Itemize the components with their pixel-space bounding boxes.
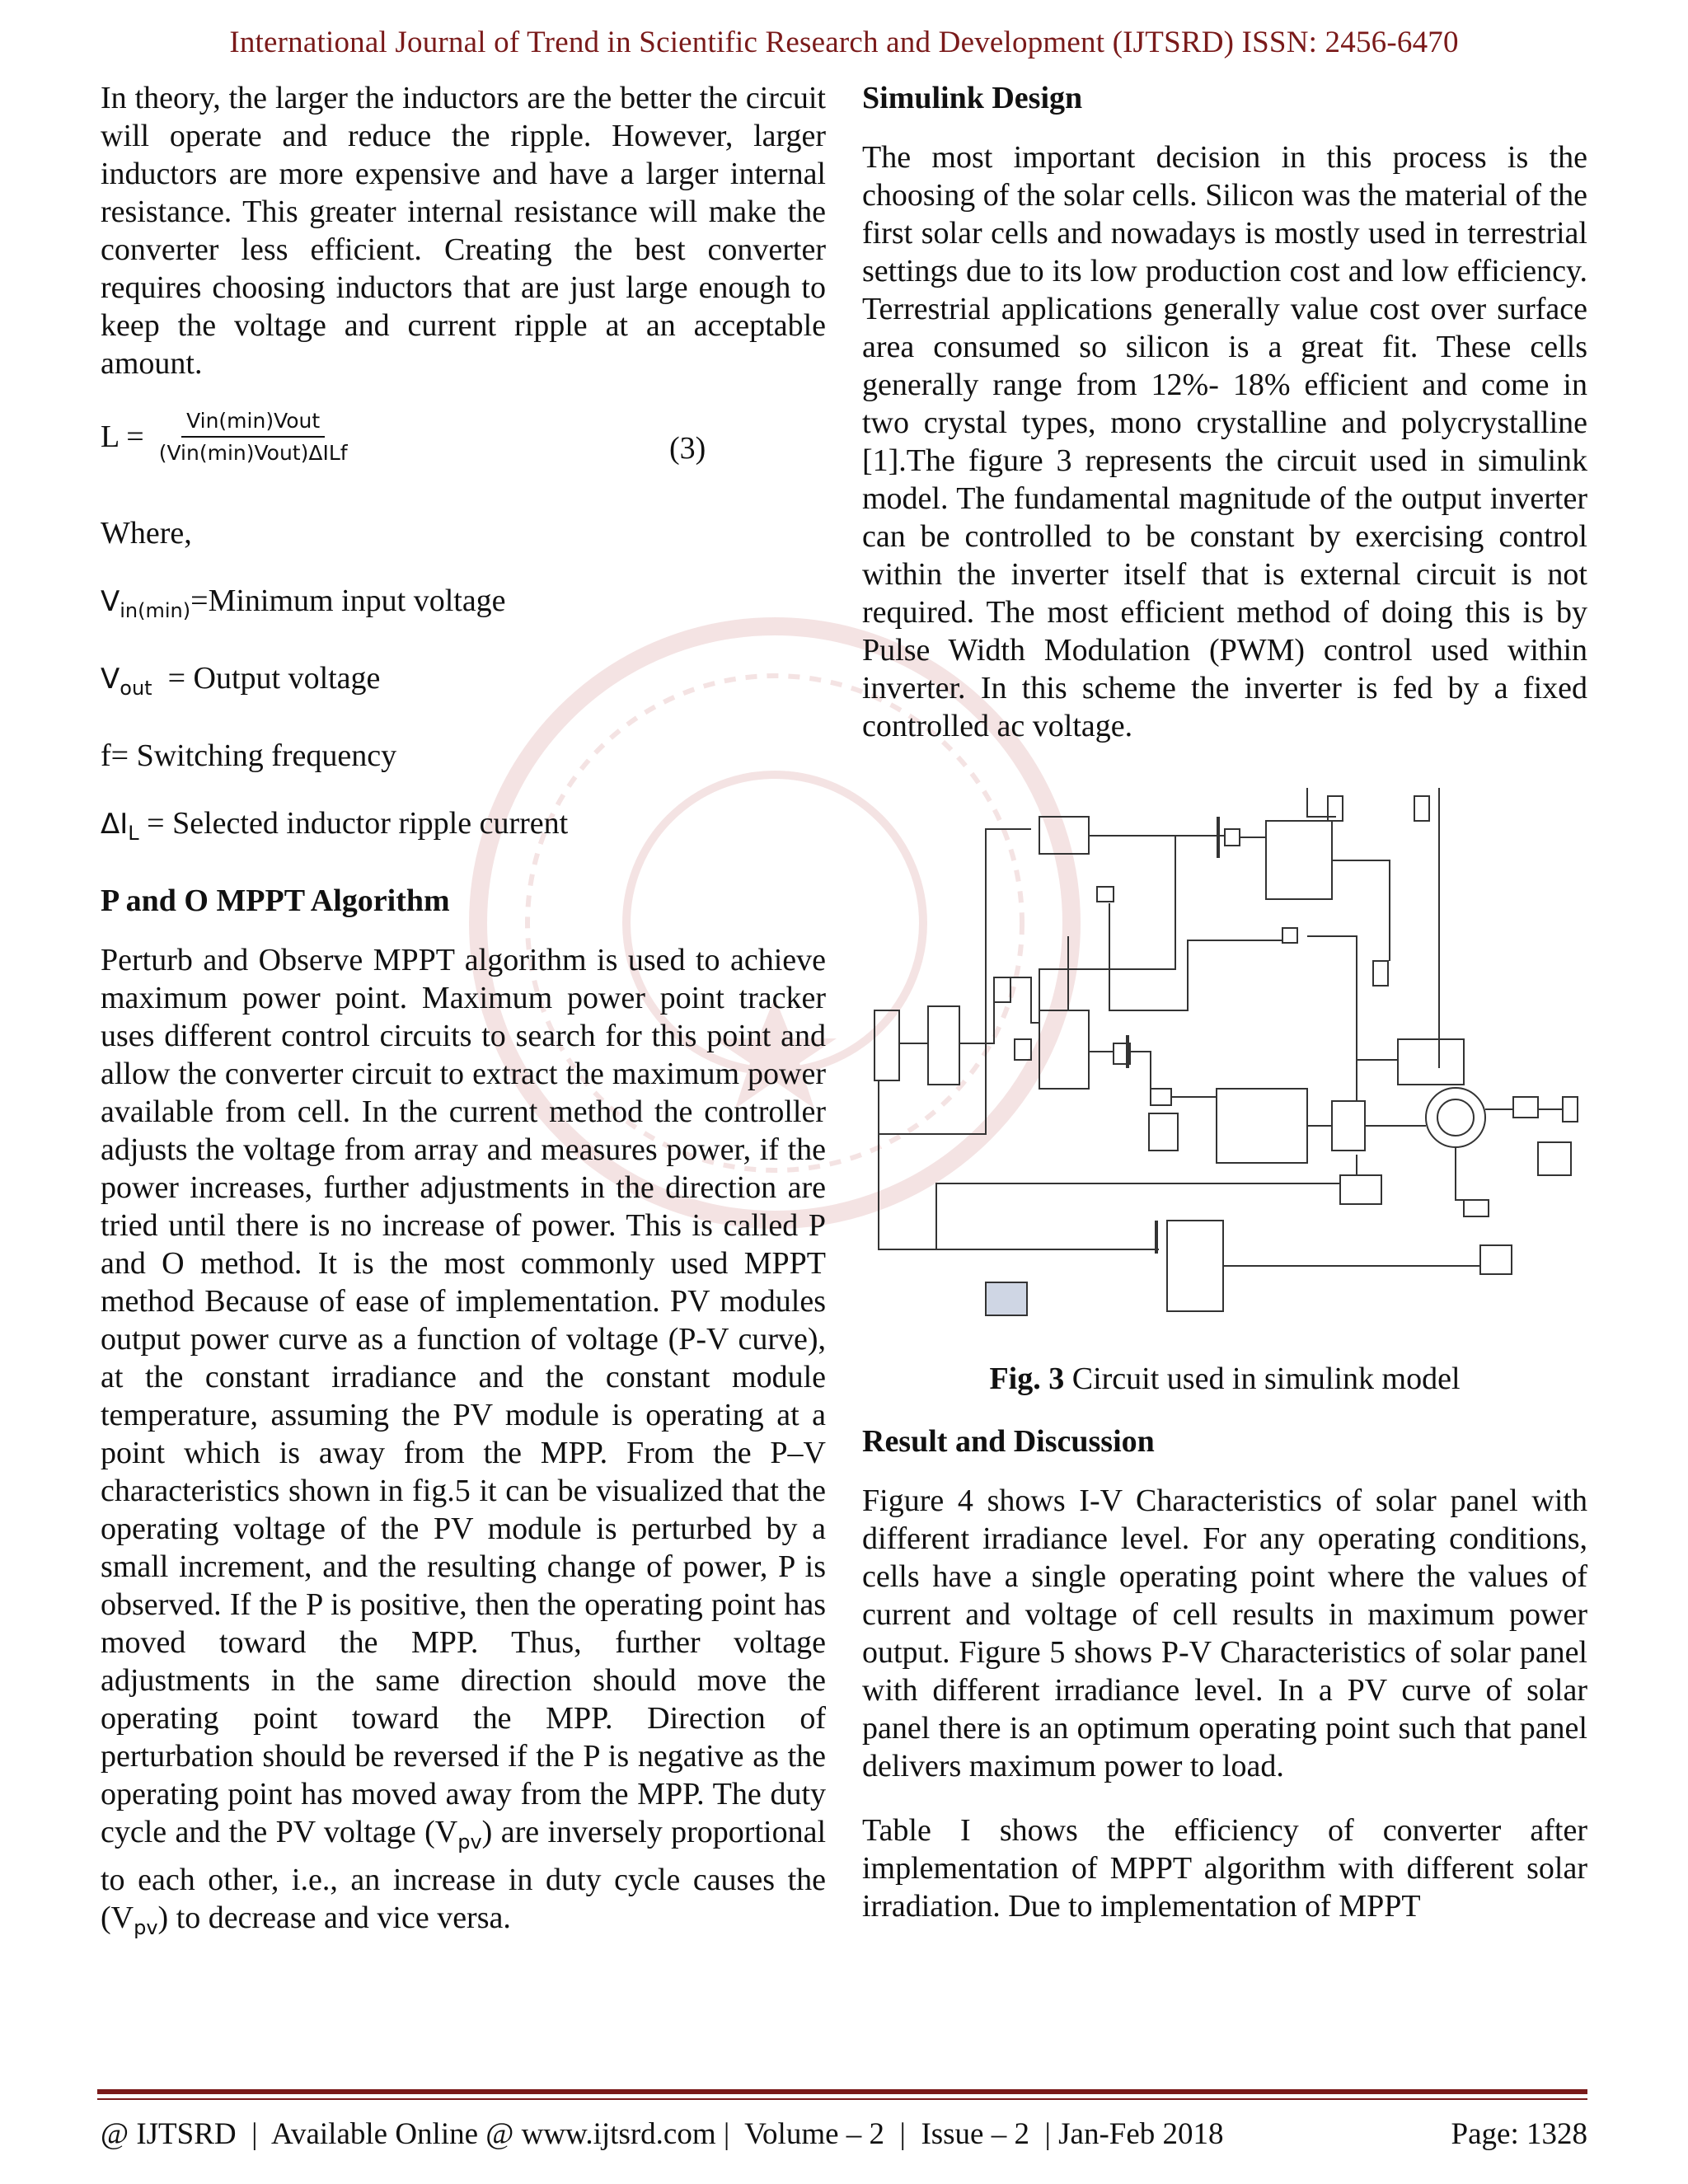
section-heading-po-mppt: P and O MPPT Algorithm (101, 883, 450, 918)
paragraph-po-algorithm-main: Perturb and Observe MPPT algorithm is used to achieve maximum power point. Maximum power point tracker uses different control circuits to search for this point and allow the converter circuit to extract the maximum power available from cell. In the current method the controller adjusts the voltage from array and measures power, if the power increases, further adjustments in the direction are tried until there is no increase of power. This is called P and O method. It is the most commonly used MPPT method Because of ease of implementation. PV modules output power curve as a function of voltage (P-V curve), at the constant irradiance and the constant module temperature, assuming the PV module is operating at a point which is away from the MPP. From the P–V characteristics shown in fig.5 it can be visualized that the operating voltage of the PV module is perturbed by a small increment, and the resulting change of power, P is observed. If the P is positive, then the operating point has moved toward the MPP. Thus, further voltage adjustments in the same direction should move the operating point toward the MPP. Direction of perturbation should be reversed if the P is negative as the operating point has moved away from the MPP. The duty cycle and the PV (101, 943, 826, 1849)
definition-ripple-current (101, 804, 826, 852)
definition-text: = Output voltage (152, 661, 381, 696)
paragraph-results-table: Table I shows the efficiency of converter after implementation of MPPT algorithm with different solar irradiation. Due to implementation of MPPT (862, 1813, 1587, 1924)
figure-label: Fig. 3 (989, 1361, 1065, 1396)
vpv-subscript: pv (457, 1830, 482, 1854)
vpv-post: ) to decrease and vice versa. (157, 1900, 511, 1935)
footer-rule-thick (97, 2089, 1587, 2094)
footer-journal-info: @ IJTSRD | Available Online @ www.ijtsrd.com | Volume – 2 | Issue – 2 | Jan-Feb 2018 (101, 2117, 1224, 2151)
inductor-formula (101, 409, 353, 465)
definition-subscript: L (128, 822, 139, 845)
equation-number: (3) (669, 431, 706, 466)
definition-vout (101, 659, 826, 707)
equation-3 (101, 409, 826, 499)
definition-text: =Minimum input voltage (190, 583, 506, 618)
simulink-circuit-figure (862, 771, 1587, 1348)
definition-subscript: out (120, 677, 152, 700)
definition-symbol: V (101, 585, 120, 618)
paragraph-po-algorithm (101, 941, 826, 1947)
left-column (101, 79, 826, 1947)
definition-vin (101, 582, 826, 630)
figure-caption (862, 1360, 1587, 1398)
where-label: Where, (101, 516, 192, 551)
definition-subscript: in(min) (120, 599, 191, 622)
definition-text: = Selected inductor ripple current (138, 806, 569, 841)
paragraph-results-iv-pv: Figure 4 shows I-V Characteristics of solar panel with different irradiance level. For any operating conditions, cells have a single operating point where the values of current and voltage of cell results in maximum power output. Figure 5 shows P-V Characteristics of solar panel with different irradiance level. In a PV curve of solar panel there is an optimum operating point such that panel delivers maximum power to load. (862, 1483, 1587, 1783)
vpv-mid: ) are inversely proportional to each other, i.e., an increase in duty cycle causes the (V (101, 1815, 827, 1935)
section-heading-simulink: Simulink Design (862, 81, 1083, 115)
paragraph-simulink-design: The most important decision in this process is the choosing of the solar cells. Silicon was the material of the first solar cells and nowadays is mostly used in terrestrial settings due to its low production cost and low efficiency. Terrestrial applications generally value cost over surface area consumed so silicon is a great fit. These cells generally range from 12%- 18% efficient and come in two crystal types, mono crystalline and polycrystalline [1].The figure 3 represents the circuit used in simulink model. The fundamental magnitude of the output inverter can be controlled to be constant by exercising control within the inverter itself that is external circuit is not required. The most efficient method of doing this is by Pulse Width Modulation (PWM) control used within inverter. In this scheme the inverter is fed by a fixed controlled ac voltage. (862, 140, 1587, 743)
right-column (862, 79, 1587, 1952)
running-header: International Journal of Trend in Scientific Research and Development (IJTSRD) ISSN: 2456-6470 (229, 26, 1459, 59)
figure-caption-text: Circuit used in simulink model (1064, 1361, 1461, 1396)
vpv-pre: voltage (V (323, 1815, 458, 1849)
definition-text: f= Switching frequency (101, 738, 397, 773)
simulink-circuit-diagram (862, 771, 1587, 1348)
formula-numerator: Vin(min)Vout (181, 409, 325, 438)
section-heading-results: Result and Discussion (862, 1424, 1155, 1459)
formula-denominator: (Vin(min)Vout)ΔILf (158, 441, 348, 465)
definition-symbol: V (101, 663, 120, 696)
footer-rule-thin (97, 2098, 1587, 2100)
formula-fraction (154, 409, 353, 465)
formula-lhs: L = (101, 419, 144, 454)
paragraph-inductor-theory: In theory, the larger the inductors are the better the circuit will operate and reduce the ripple. However, larger inductors are more expensive and have a larger internal resistance. This greater internal resistance will make the converter less efficient. Creating the best converter requires choosing inductors that are just large enough to keep the voltage and current ripple at an acceptable amount. (101, 81, 826, 381)
footer-page-number: Page: 1328 (1451, 2117, 1587, 2151)
definition-frequency (101, 737, 826, 775)
vpv-subscript: pv (134, 1916, 158, 1939)
definition-symbol: ΔI (101, 808, 129, 841)
